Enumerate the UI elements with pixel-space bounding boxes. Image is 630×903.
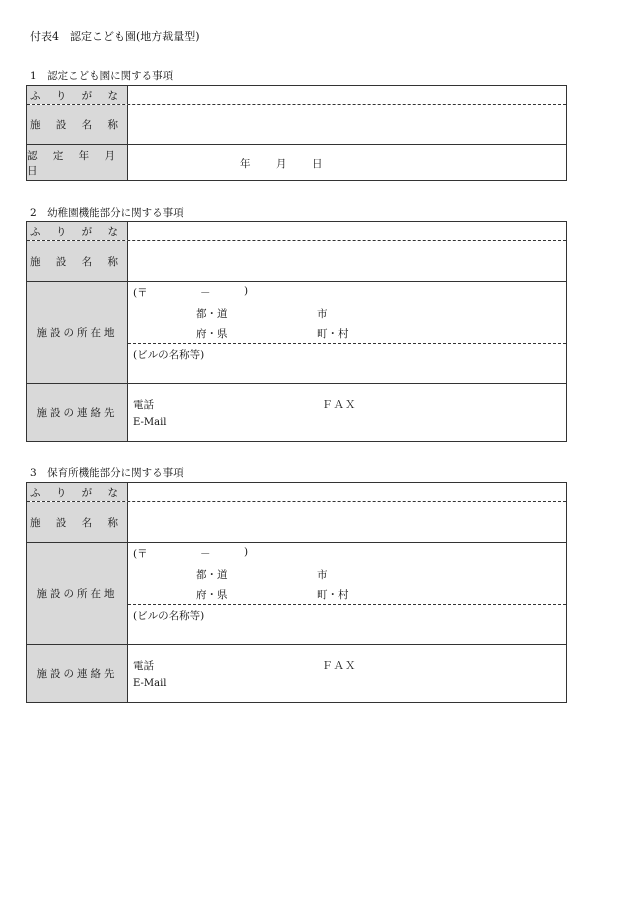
prefecture-fu-ken: 府・県 bbox=[196, 589, 228, 601]
section1-furigana-field[interactable] bbox=[128, 86, 566, 104]
prefecture-to-do: 都・道 bbox=[196, 308, 228, 320]
town-village: 町・村 bbox=[317, 328, 349, 340]
postal-dash: － bbox=[200, 548, 211, 560]
section1-date-row bbox=[27, 145, 566, 180]
section3-address-row bbox=[27, 543, 566, 645]
section3-address-upper bbox=[128, 543, 566, 605]
section2-contact-row bbox=[27, 384, 566, 441]
section2-name-field[interactable] bbox=[128, 241, 566, 281]
section2-form bbox=[26, 221, 567, 442]
email-label: E-Mail bbox=[133, 417, 167, 428]
city-shi: 市 bbox=[317, 569, 328, 581]
section3-contact-row bbox=[27, 645, 566, 702]
postal-dash: － bbox=[200, 287, 211, 299]
section2-heading: 2 幼稚園機能部分に関する事項 bbox=[30, 207, 184, 219]
city-shi: 市 bbox=[317, 308, 328, 320]
section3-contact-field[interactable] bbox=[128, 645, 566, 702]
fax-label: ＦＡＸ bbox=[322, 399, 357, 411]
section3-heading: 3 保育所機能部分に関する事項 bbox=[30, 467, 184, 479]
section1-name-label: 施 設 名 称 bbox=[27, 105, 128, 144]
section2-address-row bbox=[27, 282, 566, 384]
section3-address-label: 施設の所在地 bbox=[27, 543, 128, 644]
section3-name-row bbox=[27, 502, 566, 543]
fax-label: ＦＡＸ bbox=[322, 660, 357, 672]
section2-contact-field[interactable] bbox=[128, 384, 566, 441]
section1-heading: 1 認定こども園に関する事項 bbox=[30, 70, 174, 82]
section1-date-field[interactable] bbox=[128, 145, 566, 180]
town-village: 町・村 bbox=[317, 589, 349, 601]
section3-furigana-field[interactable] bbox=[128, 483, 566, 501]
email-label: E-Mail bbox=[133, 678, 167, 689]
prefecture-fu-ken: 府・県 bbox=[196, 328, 228, 340]
section2-name-label: 施 設 名 称 bbox=[27, 241, 128, 281]
section2-name-row bbox=[27, 241, 566, 282]
section3-name-field[interactable] bbox=[128, 502, 566, 542]
section2-furigana-label: ふ り が な bbox=[27, 222, 128, 240]
section3-furigana-label: ふ り が な bbox=[27, 483, 128, 501]
section1-name-field[interactable] bbox=[128, 105, 566, 144]
section3-name-label: 施 設 名 称 bbox=[27, 502, 128, 542]
section1-name-row bbox=[27, 105, 566, 145]
document-title: 付表4 認定こども園(地方裁量型) bbox=[30, 30, 200, 43]
section2-furigana-field[interactable] bbox=[128, 222, 566, 240]
section2-address-label: 施設の所在地 bbox=[27, 282, 128, 383]
section1-furigana-row bbox=[27, 86, 566, 105]
section2-furigana-row bbox=[27, 222, 566, 241]
section2-contact-label: 施設の連絡先 bbox=[27, 384, 128, 441]
postal-open: (〒 bbox=[133, 548, 148, 560]
prefecture-to-do: 都・道 bbox=[196, 569, 228, 581]
postal-open: (〒 bbox=[133, 287, 148, 299]
section1-furigana-label: ふ り が な bbox=[27, 86, 128, 104]
tel-label: 電話 bbox=[133, 399, 154, 411]
postal-close: ) bbox=[244, 546, 249, 558]
section3-form bbox=[26, 482, 567, 703]
section3-furigana-row bbox=[27, 483, 566, 502]
building-name-label: (ビルの名称等) bbox=[133, 349, 205, 361]
postal-close: ) bbox=[244, 285, 249, 297]
section1-form bbox=[26, 85, 567, 181]
tel-label: 電話 bbox=[133, 660, 154, 672]
date-month-label: 月 bbox=[276, 158, 287, 170]
date-day-label: 日 bbox=[312, 158, 323, 170]
date-year-label: 年 bbox=[240, 158, 251, 170]
section1-date-label: 認 定 年 月 日 bbox=[27, 145, 128, 180]
section2-address-upper bbox=[128, 282, 566, 344]
building-name-label: (ビルの名称等) bbox=[133, 610, 205, 622]
section3-address-field[interactable] bbox=[128, 543, 566, 644]
section3-contact-label: 施設の連絡先 bbox=[27, 645, 128, 702]
section2-address-field[interactable] bbox=[128, 282, 566, 383]
